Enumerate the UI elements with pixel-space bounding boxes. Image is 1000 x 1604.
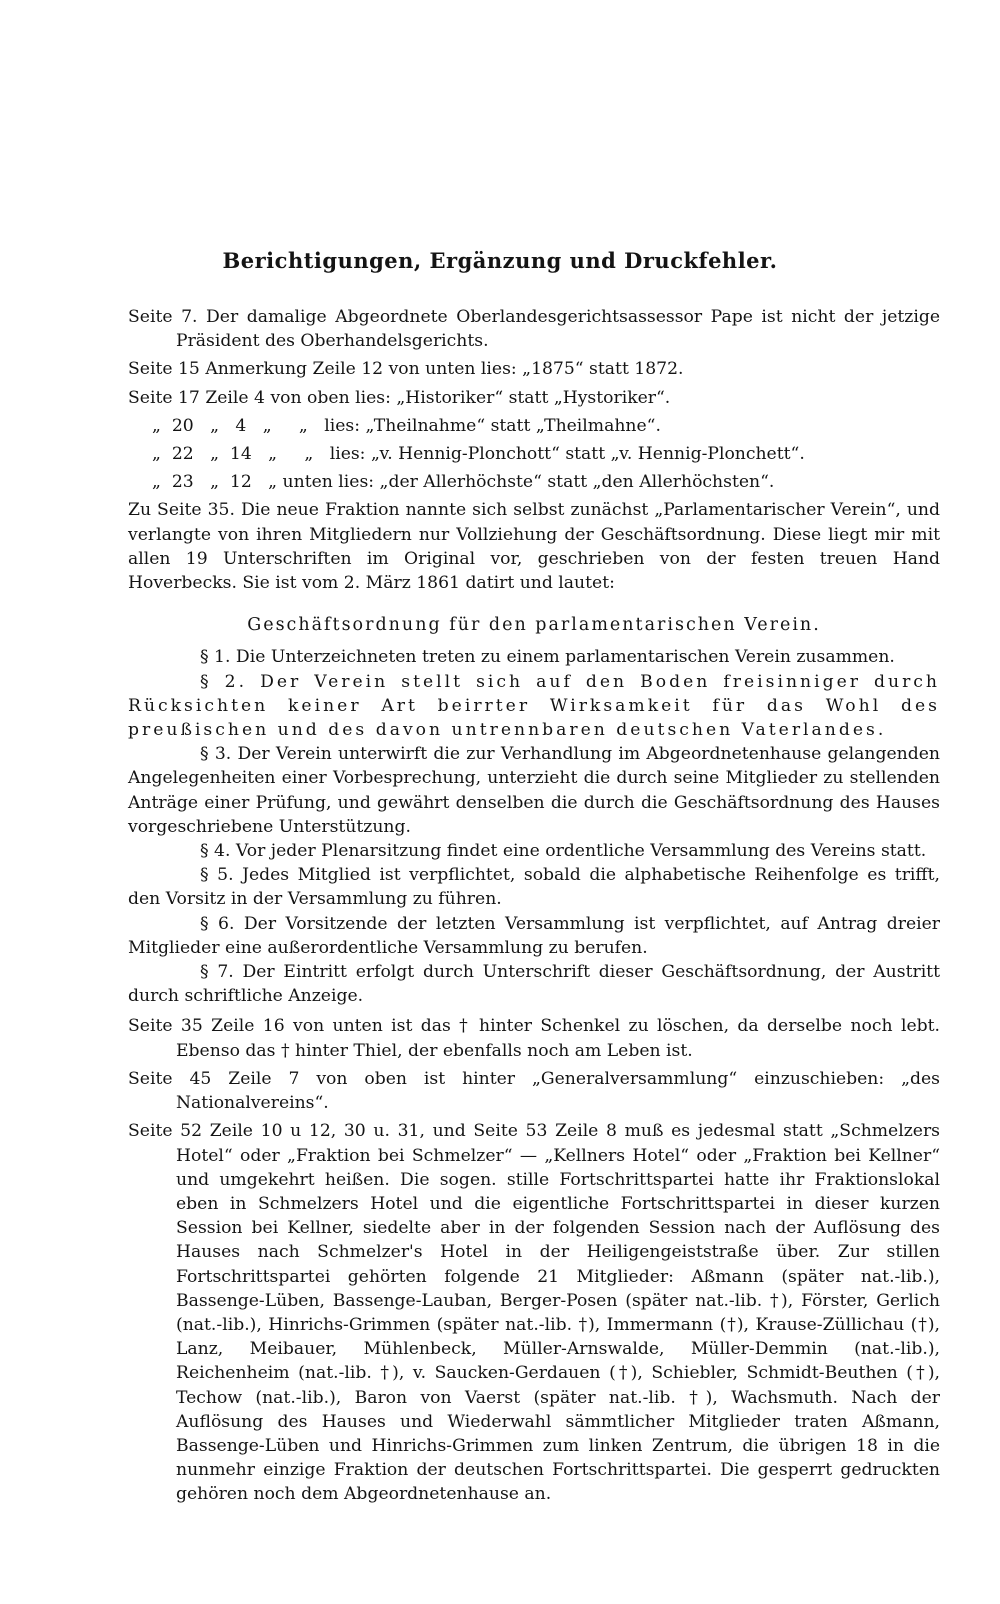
ditto-entry: „ 22 „ 14 „ „ lies: „v. Hennig-Plonchott“ statt „v. Hennig-Plonchett“. — [152, 444, 805, 465]
correction-entry: Seite 15 Anmerkung Zeile 12 von unten lies: „1875“ statt 1872. — [128, 359, 684, 380]
correction-entry: Seite 17 Zeile 4 von oben lies: „Historiker“ statt „Hystoriker“. — [128, 387, 671, 408]
rule-paragraph: § 2. Der Verein stellt sich auf den Boden freisinniger durch Rücksichten keiner Art beirrter Wirksamkeit für das Wohl des preußischen und des davon untrennbaren deutschen Vaterlandes. — [128, 671, 940, 741]
correction-entry: Seite 52 Zeile 10 u 12, 30 u. 31, und Seite 53 Zeile 8 muß es jedesmal statt „Schmelzers Hotel“ oder „Fraktion bei Schmelzer“ — „Kellners Hotel“ oder „Fraktion bei Kellner“ und umgekehrt heißen. Die sogen. stille Fortschrittspartei hatte ihr Fraktionslokal eben in Schmelzers Hotel und die eigentliche Fortschrittspartei in dieser kurzen Session bei Kellner, siedelte aber in der folgenden Session nach der Auflösung des Hauses nach Schmelzer's Hotel in der Heiligengeiststraße über. Zur stillen Fortschrittspartei gehörten folgende 21 Mitglieder: Aßmann (später nat.-lib.), Bassenge-Lüben, Bassenge-Lauban, Berger-Posen (später nat.-lib. †), Förster, Gerlich (nat.-lib.), Hinrichs-Grimmen (später nat.-lib. †), Immermann (†), Krause-Züllichau (†), Lanz, Meibauer, Mühlenbeck, Müller-Arnswalde, Müller-Demmin (nat.-lib.), Reichenheim (nat.-lib. †), v. Saucken-Gerdauen (†), Schiebler, Schmidt-Beuthen (†), Techow (nat.-lib.), Baron von Vaerst (später nat.-lib. †), Wachsmuth. Nach der Auflösung des Hauses und Wiederwahl sämmtlicher Mitglieder traten Aßmann, Bassenge-Lüben und Hinrichs-Grimmen zum linken Zentrum, die übrigen 18 in die nunmehr einzige Fraktion der deutschen Fortschrittspartei. Die gesperrt gedruckten gehören noch dem Abgeordnetenhause an. — [128, 1121, 940, 1505]
correction-entry: Seite 45 Zeile 7 von oben ist hinter „Generalversammlung“ einzuschieben: „des Nationalvereins“. — [128, 1068, 940, 1114]
zu-seite-paragraph: Zu Seite 35. Die neue Fraktion nannte sich selbst zunächst „Parlamentarischer Verein“, und verlangte von ihren Mitgliedern nur Vollziehung der Geschäftsordnung. Diese liegt mir mit allen 19 Unterschriften im Original vor, geschrieben von der festen treuen Hand Hoverbecks. Sie ist vom 2. März 1861 datirt und lautet: — [128, 500, 940, 594]
rule-paragraph: § 3. Der Verein unterwirft die zur Verhandlung im Abgeordnetenhause gelangenden Angelegenheiten einer Vorbesprechung, unterzieht die durch seine Mitglieder zu stellenden Anträge einer Prüfung, und gewährt denselben die durch die Geschäftsordnung des Hauses vorgeschriebene Unterstützung. — [128, 744, 940, 837]
ditto-entry: „ 20 „ 4 „ „ lies: „Theilnahme“ statt „Theilmahne“. — [152, 415, 661, 436]
page-title: Berichtigungen, Ergänzung und Druckfehler. — [222, 248, 778, 273]
correction-entry: Seite 35 Zeile 16 von unten ist das † hinter Schenkel zu löschen, da derselbe noch lebt. Ebenso das † hinter Thiel, der ebenfalls noch am Leben ist. — [128, 1016, 940, 1061]
ditto-entry: „ 23 „ 12 „ unten lies: „der Allerhöchste“ statt „den Allerhöchsten“. — [152, 472, 775, 493]
rule-paragraph: § 6. Der Vorsitzende der letzten Versammlung ist verpflichtet, auf Antrag dreier Mitglieder eine außerordentliche Versammlung zu berufen. — [128, 913, 940, 958]
section-subheading: Geschäftsordnung für den parlamentarischen Verein. — [247, 615, 821, 636]
rule-paragraph: § 7. Der Eintritt erfolgt durch Unterschrift dieser Geschäftsordnung, der Austritt durch schriftliche Anzeige. — [128, 962, 940, 1007]
rule-paragraph: § 4. Vor jeder Plenarsitzung findet eine ordentliche Versammlung des Vereins statt. — [200, 841, 927, 862]
rule-paragraph: § 1. Die Unterzeichneten treten zu einem parlamentarischen Verein zusammen. — [200, 647, 895, 668]
document-body — [128, 305, 940, 1511]
rule-paragraph: § 5. Jedes Mitglied ist verpflichtet, sobald die alphabetische Reihenfolge es trifft, den Vorsitz in der Versammlung zu führen. — [128, 865, 940, 910]
correction-entry: Seite 7. Der damalige Abgeordnete Oberlandesgerichtsassessor Pape ist nicht der jetzige Präsident des Oberhandelsgerichts. — [128, 307, 940, 352]
